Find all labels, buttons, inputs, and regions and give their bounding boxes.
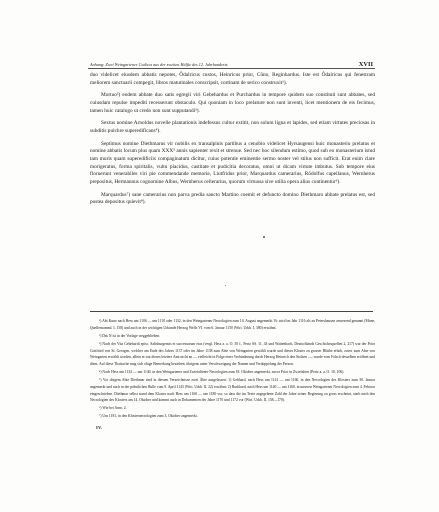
paragraph: Septimus nomine Diethmarus vir nobilis ex transalpinis partibus a cenobio videlicet Hyrsaugensi huic monasterio prelatus et nomine abbatis locum plus quam XXX⁵ annis sapienter rexit et strenue. Sed nec hoc silendum estimo, quod sub eo monasterium istud tam muris quam superedificiis compaginatum dicitur, cuius potentie eminentie sermo noster vel stilus non sufficit. Erat enim clare morigeratus, forma spiritalis, vultu placidus, castitate et pudicitia decoratus, omni ut dicam virtute imbutus. Sub tempore eius floruerunt venerabiles viri pie commendande memorie, Liutfridus prior, Marquardus camerarius, Rôdolfus capellanus, Wernherus prepositus, Hermannus cognomine Albus, Wernherus cellerarius, quorum virtuosa sive utilia opera alius continentur⁶). [90,140,375,185]
footnote: ⁷) Um 1181, in den Klosternecrologien zum 3. Oktober angemerkt. [99,414,198,419]
header-rule [88,68,375,69]
paragraph: Mortuo²) eodem abbate duo satis egregii viri Gebehardus et Purchardus in tempore quidem suo constituti sunt abbates, sed cuiusdam repulse impediti recesserunt obstaculo. Qui quoniam in loco prelature non sunt inventi, licet mentionem de eis fecimus, tamen huic catalogo ut credo non sunt supputandi³). [90,92,375,114]
ink-speck [225,285,226,286]
ink-speck [263,236,265,238]
running-head: Anhang: Zwei Weingartener Codices aus der zweiten Hälfte des 12. Jahrhunderts. [90,62,229,67]
main-text [90,72,375,212]
paragraph: Marquardus⁷) sane camerarius non parva predia sancto Martino coemit et defuncto domino Diethmaro abbate prelatus est, sed postea depositus quievit⁸). [90,191,375,206]
footnote: ⁶) Wie bei Anm. 2. [99,406,127,411]
footnote: ¹) Abt Kuno nach Hess um 1106 — um 1110 oder 1132, in den Weingartener Necrologien zum 14. August angemerkt. Er wird im Jahr 1116 als zu Petershausen anwesend genannt (Mone, Quellensamml. I, 158) und auch in der wichtigen Urkunde Herzog Welfs VI. vom 6. Januar 1150 (Wirt. Urkb. I, 380) erwähnt. [90,319,375,330]
footnote: ³) Nach der Vita Gebehardi episc. Salisburgensis et successorum eius (vergl. Hess a. a. O. 50 f., Pertz SS. 11, 43 und Wattenbach, Deutschlands Geschichtsquellen 2, 217) war der Prior Gottfried von St. Georgen, welcher am Ende des Jahres 1137 oder im Jahre 1138 zum Abte von Weingarten gewählt wurde und dieses Kloster zu grosser Blüthe erhob, zuvor zum Abte von Weingarten erwählt worden, allein er trat dieses letztere Amt nicht an — vielleicht in Folge einer Verhinderung durch Herzog Heinrich den Stolzen —, wurde vom Falsch desselben eröffnet und dient. Auf diese Thatsache mag sich obige Bemerkung beziehen, übrigens unter Verschweigung der Namen und Verdoppelung der Person. [90,341,375,366]
page-header [90,61,373,68]
footnotes [90,318,375,422]
footnote: ⁵) Vor obigem Abte Diethmar sind in diesem Verzeichnisse zwei Äbte ausgelassen: 1) Gebhard, nach Hess um 1141 — um 1160, in den Necrologien des Klosters zum 30. Januar angemerkt und auch in der päbstlichen Bulle vom 9. April 1143 (Wirt. Urkb. II, 22) erwähnt; 2) Burkhard, nach Hess um 1140 — um 1160, in unseren Weingartener Necrologien zum 4. Februar eingeschrieben. Diethmar selbst stand dem Kloster nach Hess um 1160 — um 1180 vor, so dass die im Texte angegebene Zahl der Jahre seiner Regierung zu gross erscheint, starb nach den Necrologien des Klosters am 14. Oktober und kommt auch in Dokumenten der Jahre 1170 und 1172 vor (Wirt. Urkb. II, 158—170). [90,378,375,403]
paragraph: duo videlicet eiusdem abbatis nepotes, Ôdalricus custos, Heinricus prior, Cûno, Reginhardus. Iste est Ôdalricus qui fenestram meliorem sanctuarii compegit, libros matutinales conscripsit, cortinam de serico construxit¹). [90,72,375,86]
footnote-separator [90,311,373,312]
page-number: XVII [358,61,373,68]
footnote: ⁴) Nach Hess um 1132 — um 1140, in den Weingartener und Zwiefaltener Necrologien zum 18. Oktober angemerkt, zuvor Prior in Zwiefalten (Pertz a. a. O. 10, 106). [99,370,345,375]
footnote: ²) Das N ist in der Vorlage weggeblieben. [99,333,160,338]
signature-mark: IV. [96,425,103,430]
paragraph: Sextus nomine Arnoldus novelle plantationis indefessus cultor extitit, non solum ligna et lapides, sed etiam virtutes preciosas in subditis pulchre superedificans⁴). [90,120,375,134]
